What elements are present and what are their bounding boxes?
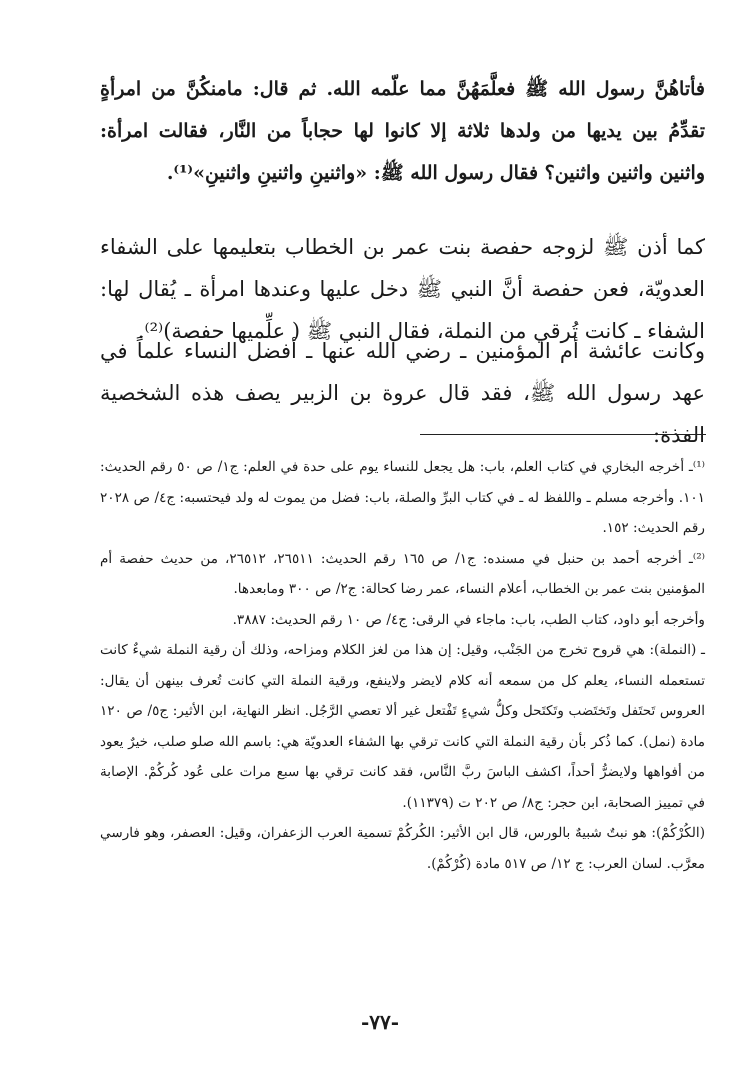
footnote-namla: ـ (النملة): هي قروح تخرج من الجَنْب، وقيل: إن هذا من لغز الكلام ومزاحه، وذلك أن رقية النملة شيءٌ كانت تستعمله النساء، يعلم كل من سمعه أنه كلام لايضر ولاينفع، ورقية النملة التي كانت تُعرف بينهن أن يقال: العروس تَحتَفل وتَختَضب وتَكتَحل وكلُّ شيءٍ تَفْتعل غير ألا تعصي الرَّجُل. انظر النهاية، ابن الأثير: ج٥/ ص ١٢٠ مادة (نمل). كما ذُكر بأن رقية النملة التي كانت ترقي بها الشفاء العدويّة هي: باسم الله صلو صلب، خيرٌ يعود من أفواهها ولايضرُّ أحداً، اكشف الباسَ ربَّ النَّاس، فقد كانت ترقي بها سبع مرات على عُود كُركُمْ. الإصابة في تمييز الصحابة، ابن حجر: ج٨/ ص ٢٠٢ ت (١١٣٧٩). — [100, 642, 705, 811]
footnote-separator — [420, 434, 706, 435]
hadith-quote-paragraph: فأتاهُنَّ رسول الله ﷺ فعلَّمَهُنَّ مما علّمه الله. ثم قال: مامنكُنَّ من امرأةٍ تقدِّمُ بين يديها من ولدها ثلاثة إلا كانوا لها حجاباً من النَّار، فقالت امرأة: واثنين واثنين واثنين؟ فقال رسول الله ﷺ: «واثنينِ واثنينِ واثنينِ»⁽¹⁾. — [100, 78, 705, 184]
footnote-2: ⁽²⁾ـ أخرجه أحمد بن حنبل في مسنده: ج١/ ص ١٦٥ رقم الحديث: ٢٦٥١١، ٢٦٥١٢، من حديث حفصة أم المؤمنين بنت عمر بن الخطاب، أعلام النساء، عمر رضا كحالة: ج٢/ ص ٣٠٠ ومابعدها. — [100, 550, 705, 597]
footnote-2-continued: وأخرجه أبو داود، كتاب الطب، باب: ماجاء في الرقى: ج٤/ ص ١٠ رقم الحديث: ٣٨٨٧. — [232, 611, 705, 628]
aisha-paragraph: وكانت عائشة أم المؤمنين ـ رضي الله عنها ـ أفضل النساء علماً في عهد رسول الله ﷺ، فقد قال عروة بن الزبير يصف هذه الشخصية الفذة: — [100, 339, 705, 447]
hafsa-paragraph: كما أذن ﷺ لزوجه حفصة بنت عمر بن الخطاب بتعليمها على الشفاء العدويّة، فعن حفصة أنَّ النبي ﷺ دخل عليها وعندها امرأة ـ يُقال لها: الشفاء ـ كانت تُرقي من النملة، فقال النبي ﷺ ( علِّميها حفصة)⁽²⁾. — [100, 235, 705, 343]
footnote-1: ⁽¹⁾ـ أخرجه البخاري في كتاب العلم، باب: هل يجعل للنساء يوم على حدة في العلم: ج١/ ص ٥٠ رقم الحديث: ١٠١. وأخرجه مسلم ـ واللفظ له ـ في كتاب البرِّ والصلة، باب: فضل من يموت له ولد فيحتسبه: ج٤/ ص ٢٠٢٨ رقم الحديث: ١٥٢. — [100, 459, 705, 536]
page-number: -٧٧- — [360, 1010, 400, 1034]
footnote-kurkum: (الكُرْكُمْ): هو نبتٌ شبيهٌ بالورس، قال ابن الأثير: الكُركُمْ تسمية العرب الزعفران، وقيل: العصفر، وهو فارسي معرَّب. لسان العرب: ج ١٢/ ص ٥١٧ مادة (كُرْكُمْ). — [100, 825, 705, 872]
footnotes-section — [100, 452, 705, 879]
